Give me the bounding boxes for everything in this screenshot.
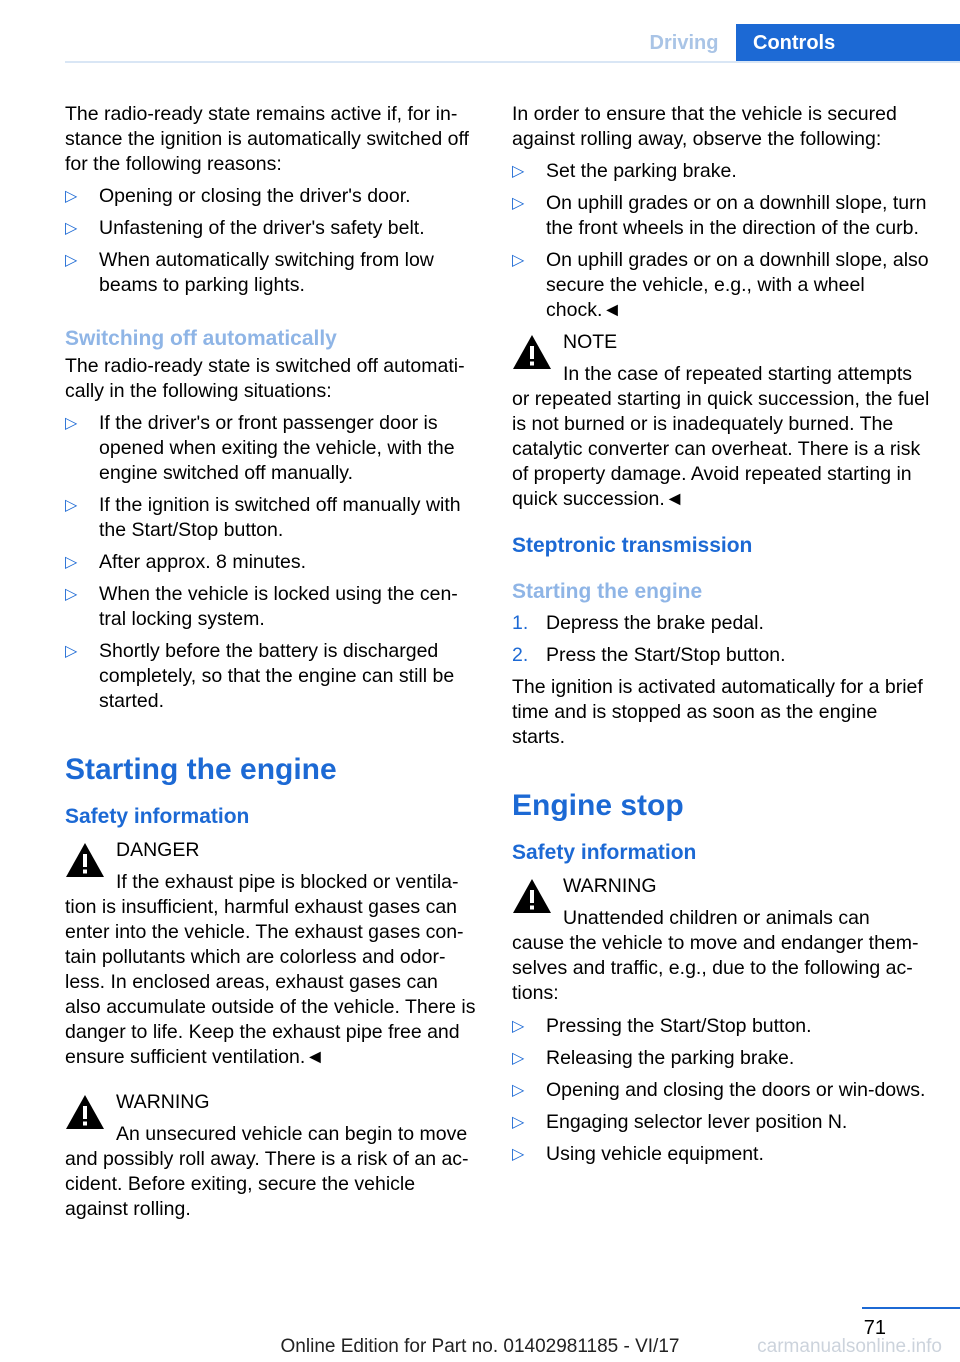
list-item: ▷ Set the parking brake.	[512, 160, 737, 182]
safety-information-heading: Safety information	[512, 841, 697, 864]
warning-triangle-icon	[512, 878, 552, 914]
warning-notice	[512, 874, 932, 1006]
list-item: ▷ On uphill grades or on a downhill slope, also secure the vehicle, e.g., with a wheel chock.◄	[512, 249, 929, 321]
bullet-triangle-icon: ▷	[65, 497, 78, 514]
warning-text: and possibly roll away. There is a risk of an ac-cident. Before exiting, secure the vehicle against rolling.	[65, 1148, 469, 1220]
actions-list	[512, 1014, 932, 1167]
warning-text: cause the vehicle to move and endanger them-selves and traffic, e.g., due to the following ac-tions:	[512, 932, 919, 1004]
right-column	[512, 102, 932, 1174]
switching-off-heading: Switching off automatically	[65, 327, 337, 350]
starting-engine-subheading: Starting the engine	[512, 580, 703, 603]
warning-triangle-icon	[512, 334, 552, 370]
list-item: ▷ Pressing the Start/Stop button.	[512, 1015, 812, 1037]
list-item: ▷ If the ignition is switched off manually with the Start/Stop button.	[65, 494, 461, 541]
securing-list	[512, 159, 932, 323]
list-item: ▷ On uphill grades or on a downhill slope, turn the front wheels in the direction of the curb.	[512, 192, 927, 239]
bullet-triangle-icon: ▷	[65, 586, 78, 603]
list-item: ▷ If the driver's or front passenger door is opened when exiting the vehicle, with the engine switched off manually.	[65, 412, 455, 484]
ignition-text: The ignition is activated automatically for a brief time and is stopped as soon as the engine starts.	[512, 676, 923, 748]
note-label: NOTE	[563, 331, 618, 353]
warning-triangle-icon	[65, 1094, 105, 1130]
bullet-triangle-icon: ▷	[512, 252, 525, 269]
list-item: ▷ After approx. 8 minutes.	[65, 551, 307, 573]
bullet-triangle-icon: ▷	[512, 1050, 525, 1067]
steptronic-heading: Steptronic transmission	[512, 534, 753, 557]
list-item: 1. Depress the brake pedal.	[512, 612, 764, 634]
note-text: or repeated starting in quick succession, the fuel is not burned or is inadequately burned. The catalytic converter can overheat. There is a risk of property damage. Avoid repeated starting in quick succession.◄	[512, 388, 930, 510]
starting-engine-heading: Starting the engine	[65, 753, 337, 786]
securing-intro: In order to ensure that the vehicle is secured against rolling away, observe the following:	[512, 103, 897, 150]
bullet-triangle-icon: ▷	[512, 1146, 525, 1163]
starting-steps-list	[512, 611, 932, 668]
list-item: ▷ Engaging selector lever position N.	[512, 1111, 848, 1133]
section-tab-driving: Driving	[649, 31, 719, 54]
switching-off-list	[65, 411, 479, 714]
list-item: ▷ When automatically switching from low beams to parking lights.	[65, 249, 434, 296]
note-notice	[512, 330, 932, 512]
bullet-triangle-icon: ▷	[65, 554, 78, 571]
bullet-triangle-icon: ▷	[65, 252, 78, 269]
warning-text-first: Unattended children or animals can	[563, 907, 870, 929]
bullet-triangle-icon: ▷	[512, 1018, 525, 1035]
warning-notice	[65, 1090, 479, 1222]
engine-stop-heading: Engine stop	[512, 789, 684, 822]
warning-label: WARNING	[563, 875, 657, 897]
page-number: 71	[863, 1317, 886, 1339]
radio-ready-reasons-list	[65, 184, 479, 298]
step-number: 1.	[512, 612, 529, 634]
list-item: ▷ Opening and closing the doors or win-dows.	[512, 1079, 926, 1101]
watermark: carmanualsonline.info	[757, 1336, 942, 1357]
danger-text-first: If the exhaust pipe is blocked or ventila-	[116, 871, 459, 893]
step-number: 2.	[512, 644, 529, 666]
list-item: ▷ Shortly before the battery is discharged completely, so that the engine can still be started.	[65, 640, 455, 712]
list-item: ▷ Opening or closing the driver's door.	[65, 185, 411, 207]
list-item: ▷ Unfastening of the driver's safety belt.	[65, 217, 425, 239]
switching-off-text: The radio-ready state is switched off automati-cally in the following situations:	[65, 355, 465, 402]
danger-label: DANGER	[116, 839, 200, 861]
header-rule	[65, 61, 960, 63]
note-text-first: In the case of repeated starting attempts	[563, 363, 913, 385]
edition-footer: Online Edition for Part no. 01402981185 - VI/17	[280, 1336, 680, 1357]
list-item: ▷ Using vehicle equipment.	[512, 1143, 764, 1165]
warning-label: WARNING	[116, 1091, 210, 1113]
bullet-triangle-icon: ▷	[512, 1114, 525, 1131]
warning-text-first: An unsecured vehicle can begin to move	[116, 1123, 468, 1145]
danger-text: tion is insufficient, harmful exhaust gases can enter into the vehicle. The exhaust gases con-tain pollutants which are colorless and odor-less. In enclosed areas, exhaust gases can also accumulate outside of the vehicle. There is danger to life. Keep the exhaust pipe free and ensure sufficient ventilation.◄	[65, 896, 476, 1068]
danger-notice	[65, 838, 479, 1070]
bullet-triangle-icon: ▷	[65, 188, 78, 205]
list-item: ▷ When the vehicle is locked using the cen-tral locking system.	[65, 583, 458, 630]
list-item: ▷ Releasing the parking brake.	[512, 1047, 795, 1069]
footer-rule	[862, 1307, 960, 1309]
bullet-triangle-icon: ▷	[512, 163, 525, 180]
bullet-triangle-icon: ▷	[65, 415, 78, 432]
warning-triangle-icon	[65, 842, 105, 878]
bullet-triangle-icon: ▷	[512, 1082, 525, 1099]
list-item: 2. Press the Start/Stop button.	[512, 644, 786, 666]
radio-ready-intro: The radio-ready state remains active if, for in-stance the ignition is automatically switched off for the following reasons:	[65, 103, 469, 175]
safety-information-heading: Safety information	[65, 805, 250, 828]
section-tab-controls: Controls	[736, 24, 960, 62]
bullet-triangle-icon: ▷	[512, 195, 525, 212]
bullet-triangle-icon: ▷	[65, 643, 78, 660]
left-column	[65, 102, 479, 1242]
bullet-triangle-icon: ▷	[65, 220, 78, 237]
